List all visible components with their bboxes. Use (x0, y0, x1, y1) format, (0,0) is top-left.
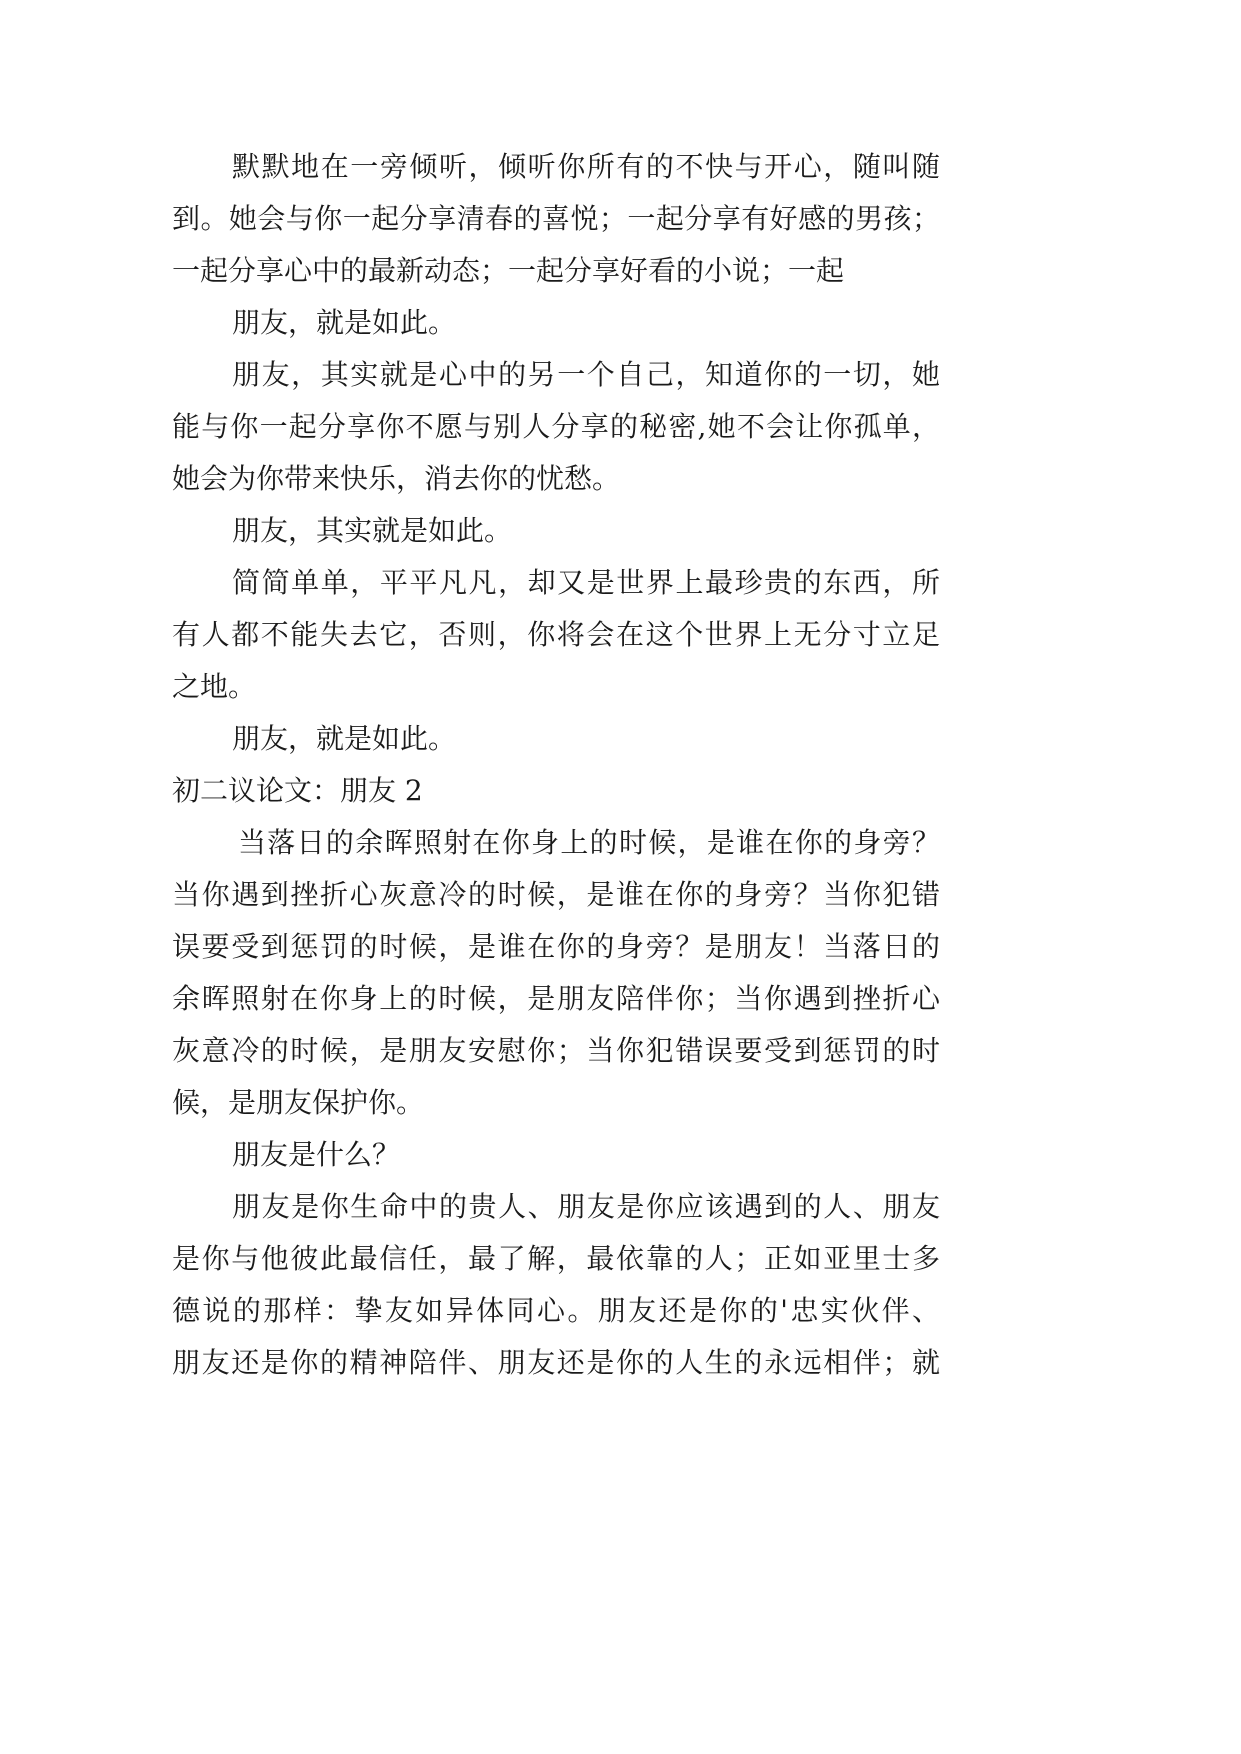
text-line: 能与你一起分享你不愿与别人分享的秘密,她不会让你孤单， (172, 410, 940, 443)
text-line: 误要受到惩罚的时候，是谁在你的身旁？是朋友！当落日的 (172, 930, 940, 963)
essay-section-1 (172, 141, 940, 765)
section-heading: 初二议论文：朋友 2 (172, 774, 423, 807)
text-line: 一起分享心中的最新动态；一起分享好看的小说；一起 (172, 254, 845, 287)
text-line: 候，是朋友保护你。 (172, 1086, 425, 1119)
text-line: 朋友，就是如此。 (232, 722, 457, 755)
text-line: 简简单单，平平凡凡，却又是世界上最珍贵的东西，所 (232, 566, 940, 599)
text-line: 到。她会与你一起分享清春的喜悦；一起分享有好感的男孩； (172, 202, 940, 235)
text-line: 朋友，就是如此。 (232, 306, 457, 339)
text-line: 她会为你带来快乐，消去你的忧愁。 (172, 462, 621, 495)
paragraph (172, 297, 940, 349)
text-line: 当你遇到挫折心灰意冷的时候，是谁在你的身旁？当你犯错 (172, 878, 940, 911)
text-line: 有人都不能失去它，否则，你将会在这个世界上无分寸立足 (172, 618, 940, 651)
paragraph (172, 557, 940, 713)
paragraph (172, 505, 940, 557)
text-line: 之地。 (172, 670, 257, 703)
text-line: 朋友是什么？ (232, 1138, 401, 1171)
text-line: 德说的那样：挚友如异体同心。朋友还是你的'忠实伙伴、 (172, 1294, 940, 1327)
paragraph (172, 817, 940, 1129)
text-line: 朋友是你生命中的贵人、朋友是你应该遇到的人、朋友 (232, 1190, 940, 1223)
text-line: 余晖照射在你身上的时候，是朋友陪伴你；当你遇到挫折心 (172, 982, 940, 1015)
text-line: 朋友，其实就是心中的另一个自己，知道你的一切，她 (232, 358, 940, 391)
text-line: 灰意冷的时候，是朋友安慰你；当你犯错误要受到惩罚的时 (172, 1034, 940, 1067)
paragraph (172, 349, 940, 505)
essay-section-2 (172, 765, 940, 1389)
paragraph (172, 141, 940, 297)
paragraph (172, 1181, 940, 1389)
text-line: 朋友，其实就是如此。 (232, 514, 513, 547)
text-line: 当落日的余晖照射在你身上的时候，是谁在你的身旁？ (238, 826, 940, 859)
text-line: 默默地在一旁倾听，倾听你所有的不快与开心，随叫随 (232, 150, 940, 183)
document-body (172, 141, 940, 1389)
paragraph (172, 713, 940, 765)
text-line: 朋友还是你的精神陪伴、朋友还是你的人生的永远相伴；就 (172, 1346, 940, 1379)
text-line: 是你与他彼此最信任，最了解，最依靠的人；正如亚里士多 (172, 1242, 940, 1275)
paragraph (172, 1129, 940, 1181)
